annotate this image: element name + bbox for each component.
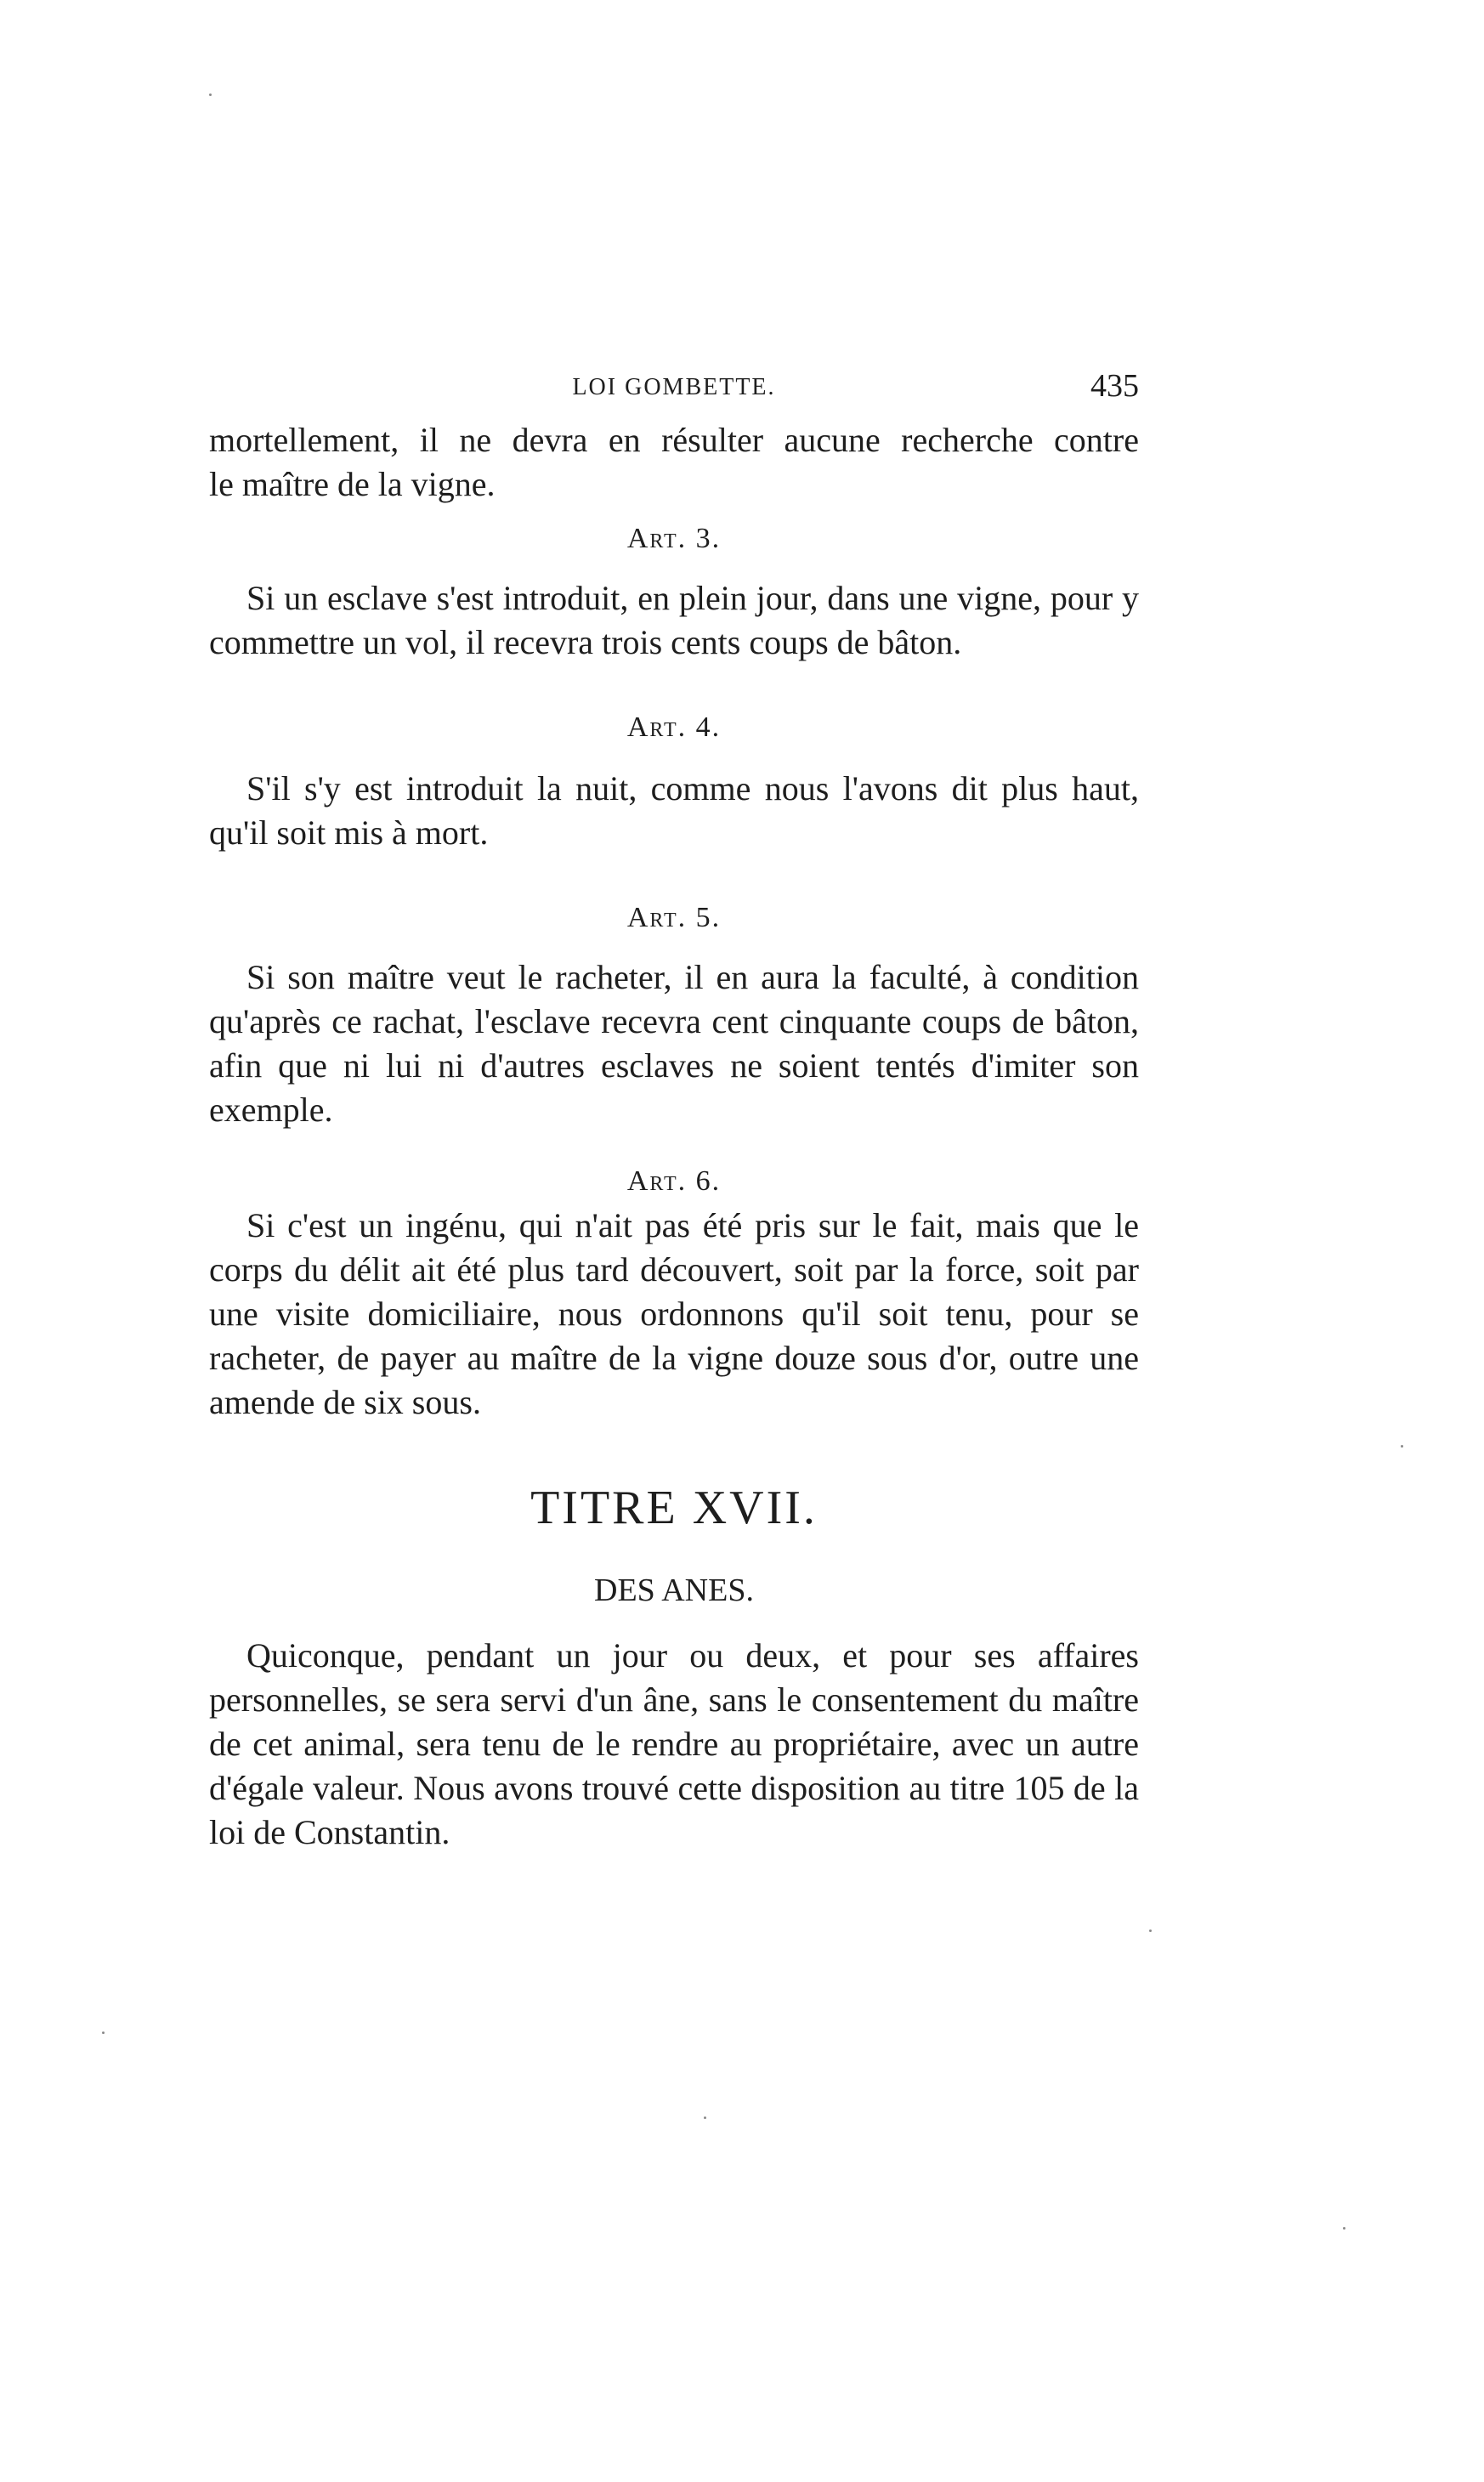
page-number: 435	[1090, 368, 1139, 404]
article-text: S'il s'y est introduit la nuit, comme nous l'avons dit plus haut, qu'il soit mis à mort.	[209, 769, 1139, 852]
scan-speck	[209, 94, 212, 96]
article-heading: Art. 5.	[626, 902, 722, 933]
opening-paragraph	[209, 418, 1139, 507]
article-text: Si un esclave s'est introduit, en plein jour, dans une vigne, pour y commettre un vol, il recevra trois cents coups de bâton.	[209, 579, 1139, 661]
scan-speck	[1343, 2227, 1345, 2230]
article-3	[209, 522, 1139, 665]
titre-text: Quiconque, pendant un jour ou deux, et pour ses affaires personnelles, se sera servi d'un âne, sans le consentement du maître de cet animal, sera tenu de le rendre au propriétaire, avec un autre d'égale valeur. Nous avons trouvé cette disposition au titre 105 de la loi de Constantin.	[209, 1636, 1139, 1851]
running-head	[209, 367, 1139, 410]
article-text: Si c'est un ingénu, qui n'ait pas été pris sur le fait, mais que le corps du délit ait été plus tard découvert, soit par la force, soit par une visite domiciliaire, nous ordonnons qu'il soit tenu, pour se racheter, de payer au maître de la vigne douze sous d'or, outre une amende de six sous.	[209, 1206, 1139, 1421]
scan-speck	[704, 2116, 706, 2119]
section-heading: DES ANES.	[594, 1572, 754, 1608]
article-6	[209, 1164, 1139, 1425]
opening-line-2: le maître de la vigne.	[209, 465, 496, 503]
article-heading: Art. 3.	[626, 523, 722, 554]
article-5	[209, 901, 1139, 1132]
opening-line-1: mortellement, il ne devra en résulter aucune recherche contre	[209, 421, 1139, 459]
article-heading: Art. 6.	[626, 1165, 722, 1197]
titre-heading: TITRE XVII.	[530, 1482, 818, 1534]
article-4	[209, 711, 1139, 855]
running-title: LOI GOMBETTE.	[572, 374, 776, 400]
scan-speck	[1149, 1930, 1152, 1932]
titre-section	[209, 1481, 1139, 1855]
scan-speck	[1401, 1445, 1403, 1448]
article-heading: Art. 4.	[626, 711, 722, 743]
article-text: Si son maître veut le racheter, il en aura la faculté, à condition qu'après ce rachat, l'esclave recevra cent cinquante coups de bâton, afin que ni lui ni d'autres esclaves ne soient tentés d'imiter son exemple.	[209, 958, 1139, 1129]
scan-speck	[102, 2032, 105, 2034]
